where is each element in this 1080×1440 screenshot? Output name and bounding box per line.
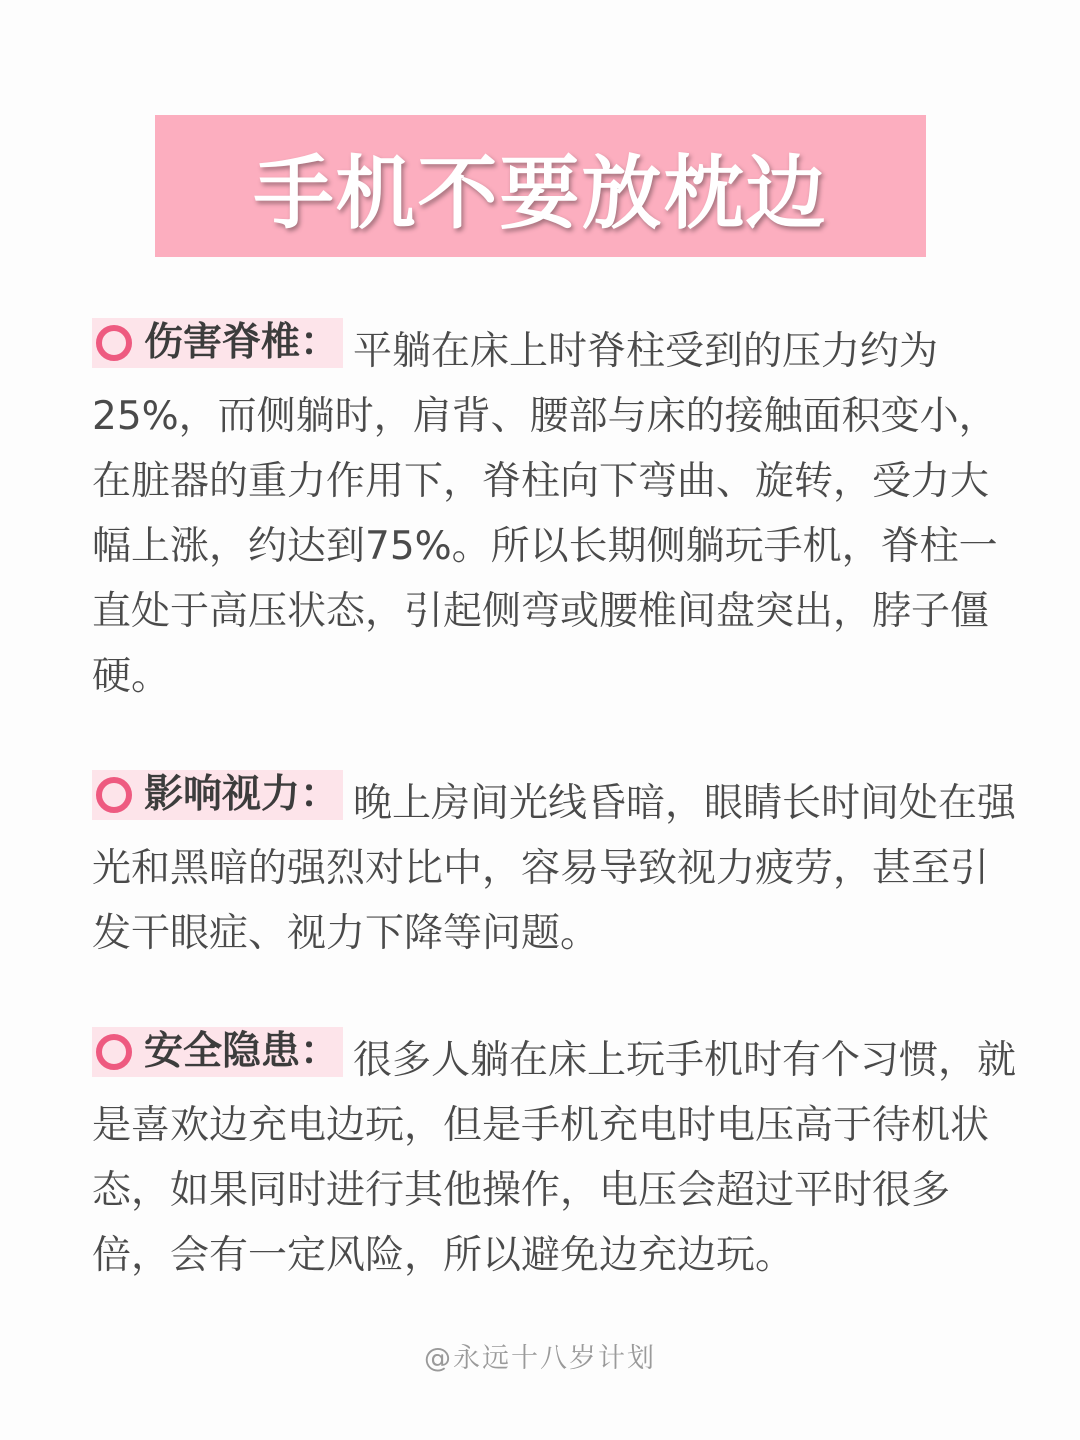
- title-banner: [155, 115, 926, 257]
- section-body: 晚上房间光线昏暗，眼睛长时间处在强光和黑暗的强烈对比中，容易导致视力疲劳，甚至引发干眼症、视力下降等问题。: [92, 781, 1017, 956]
- circle-icon: [96, 325, 132, 361]
- section-spine: [92, 318, 1027, 709]
- section-label-text: 安全隐患：: [144, 1029, 340, 1074]
- section-label: [92, 318, 343, 368]
- section-vision: [92, 770, 1027, 966]
- author-footer: @永远十八岁计划: [424, 1343, 656, 1374]
- section-body: 平躺在床上时脊柱受到的压力约为25%，而侧躺时，肩背、腰部与床的接触面积变小，在脏器的重力作用下，脊柱向下弯曲、旋转，受力大幅上涨，约达到75%。所以长期侧躺玩手机，脊柱一直处于高压状态，引起侧弯或腰椎间盘突出，脖子僵硬。: [92, 329, 998, 699]
- section-label: [92, 770, 343, 820]
- section-label: [92, 1027, 343, 1077]
- page-title: 手机不要放枕边: [253, 146, 828, 240]
- circle-icon: [96, 777, 132, 813]
- circle-icon: [96, 1034, 132, 1070]
- section-safety: [92, 1027, 1027, 1288]
- section-label-text: 影响视力：: [144, 772, 340, 817]
- section-body: 很多人躺在床上玩手机时有个习惯，就是喜欢边充电边玩，但是手机充电时电压高于待机状态，如果同时进行其他操作，电压会超过平时很多倍，会有一定风险，所以避免边充边玩。: [92, 1038, 1017, 1278]
- section-label-text: 伤害脊椎：: [144, 320, 340, 365]
